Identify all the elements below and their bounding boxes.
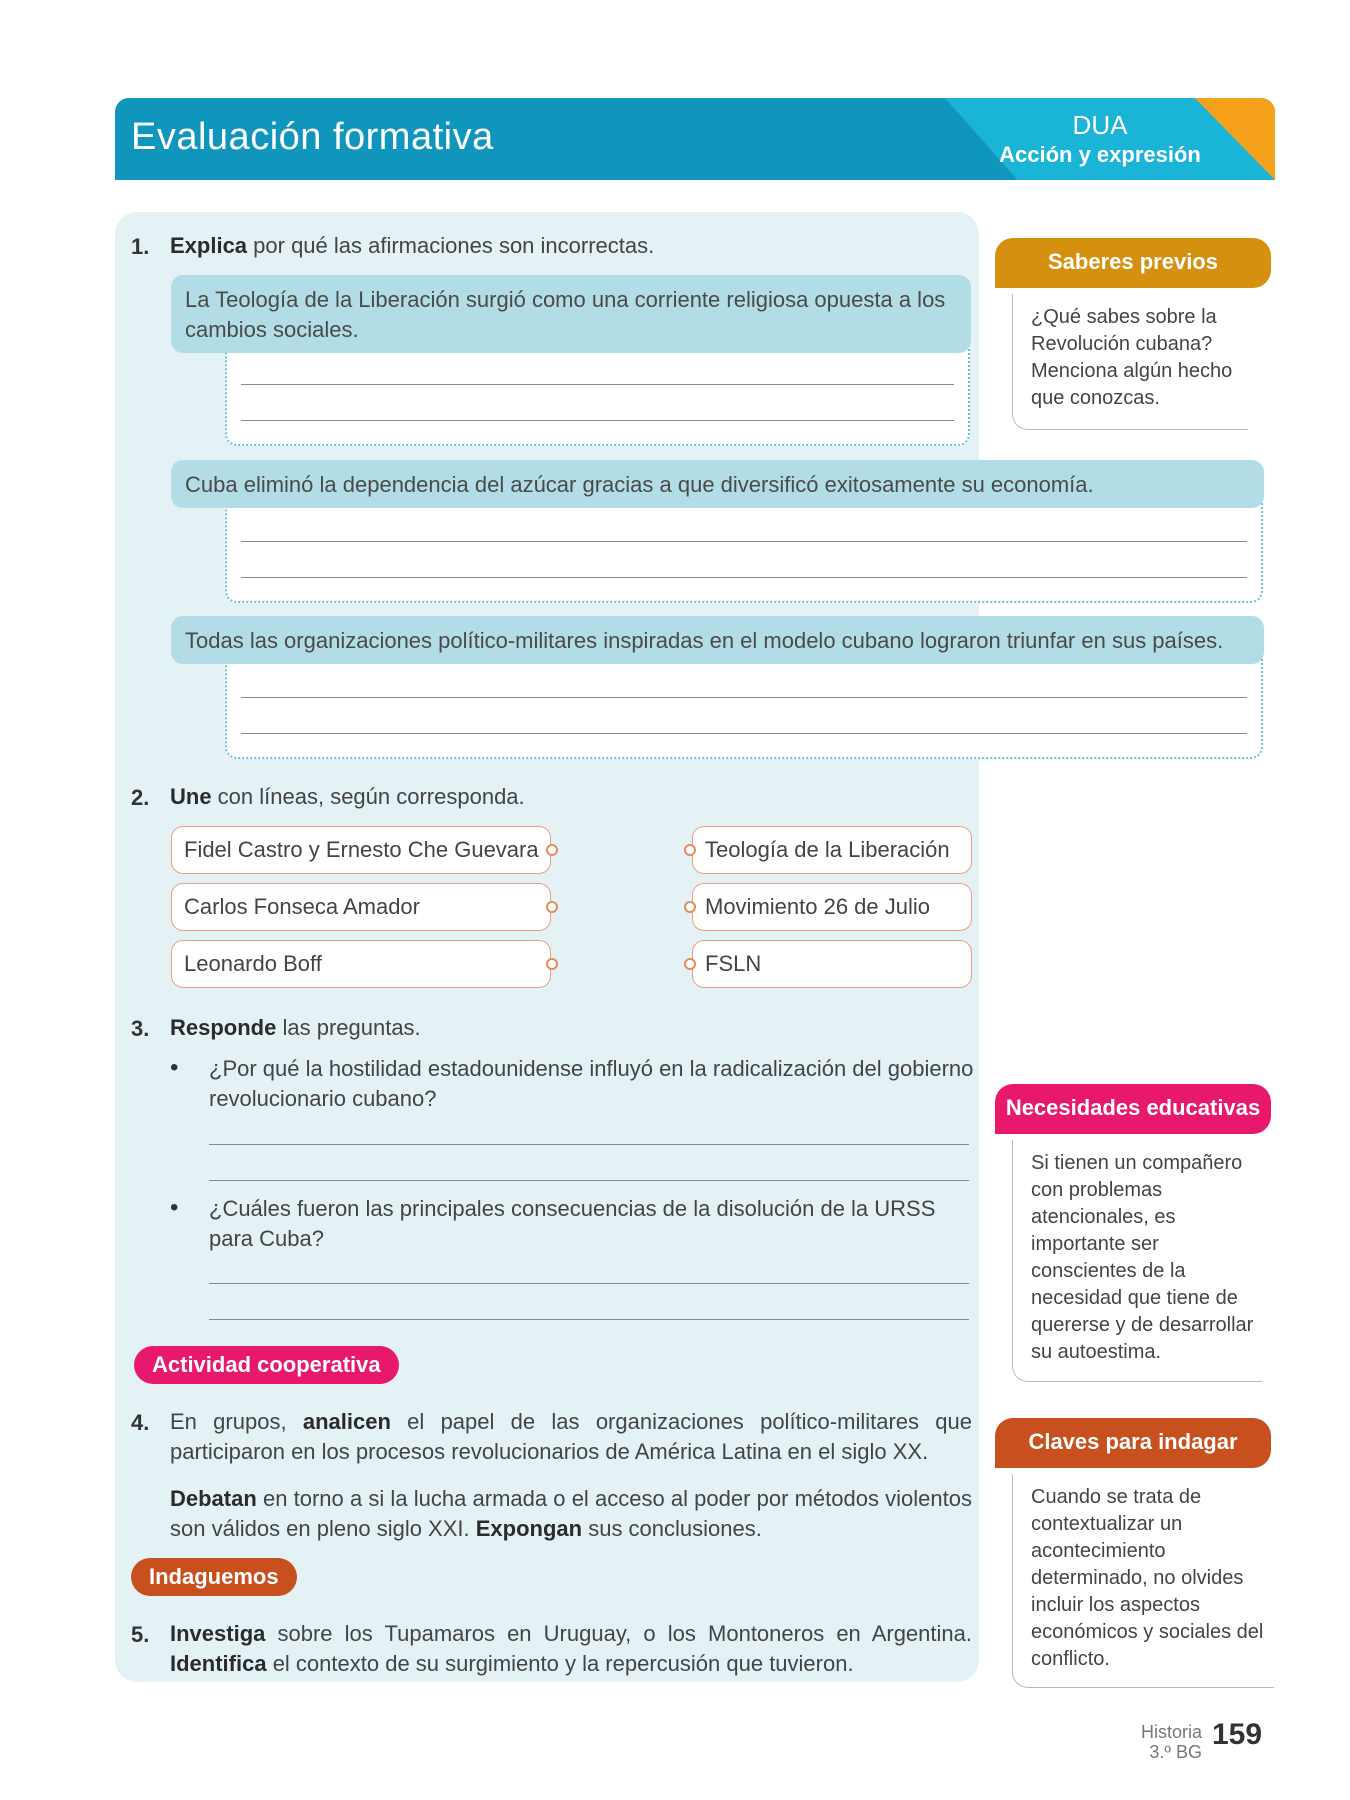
text-span: en torno a si la lucha armada o el acceso al poder por métodos violentos son válidos en pleno siglo XXI.: [170, 1486, 972, 1541]
connector-dot[interactable]: [684, 901, 696, 913]
connector-dot[interactable]: [684, 844, 696, 856]
question-4-verb-debatan: Debatan: [170, 1486, 257, 1511]
question-3-verb: Responde: [170, 1015, 277, 1040]
answer-line: [241, 541, 1247, 542]
answer-box-3[interactable]: [225, 651, 1263, 759]
statement-1: La Teología de la Liberación surgió como una corriente religiosa opuesta a los cambios sociales.: [171, 275, 971, 353]
match-left-item: Leonardo Boff: [171, 940, 551, 988]
answer-box-2[interactable]: [225, 495, 1263, 603]
answer-line: [241, 733, 1247, 734]
sidebar-saberes-previos-title: Saberes previos: [995, 238, 1271, 288]
question-3-number: 3.: [131, 1016, 150, 1041]
answer-line: [241, 697, 1247, 698]
connector-dot[interactable]: [684, 958, 696, 970]
connector-dot[interactable]: [546, 844, 558, 856]
answer-line[interactable]: [209, 1180, 969, 1181]
match-left-item: Fidel Castro y Ernesto Che Guevara: [171, 826, 551, 874]
text-span: En grupos,: [170, 1409, 303, 1434]
match-right-item: FSLN: [692, 940, 972, 988]
footer-grade: 3.º BG: [1149, 1742, 1202, 1762]
sidebar-claves-text: Cuando se trata de contextualizar un acontecimiento determinado, no olvides incluir los aspectos económicos y sociales del conflicto.: [1012, 1474, 1274, 1688]
connector-dot[interactable]: [546, 901, 558, 913]
question-1-number: 1.: [131, 234, 150, 259]
question-4-paragraph-1: [170, 1407, 972, 1467]
question-5-verb: Investiga: [170, 1621, 266, 1646]
question-2-number: 2.: [131, 785, 150, 810]
match-right-item: Teología de la Liberación: [692, 826, 972, 874]
statement-3: Todas las organizaciones político-militares inspiradas en el modelo cubano lograron triunfar en sus países.: [171, 616, 1264, 664]
footer-subject: Historia: [1140, 1722, 1202, 1742]
indaguemos-label: Indaguemos: [131, 1558, 297, 1596]
answer-line: [241, 420, 954, 421]
sidebar-necesidades-title: Necesidades educativas: [995, 1084, 1271, 1134]
question-2-rest: con líneas, según corresponda.: [211, 784, 525, 809]
question-5-prompt: [170, 1619, 972, 1679]
dua-title: DUA: [1072, 110, 1128, 140]
question-3a: ¿Por qué la hostilidad estadounidense influyó en la radicalización del gobierno revolucionario cubano?: [209, 1056, 974, 1111]
bullet: •: [170, 1054, 179, 1081]
question-4-verb: analicen: [302, 1409, 391, 1434]
question-2-verb: Une: [170, 784, 212, 809]
question-5-number: 5.: [131, 1622, 150, 1647]
question-3-rest: las preguntas.: [276, 1015, 421, 1040]
dua-subtitle: Acción y expresión: [999, 142, 1201, 167]
question-4-paragraph-2: [170, 1484, 972, 1544]
text-span: el papel de las organizaciones político-militares que participaron en los procesos revolucionarios de América Latina en el siglo XX.: [170, 1409, 972, 1464]
answer-line[interactable]: [209, 1319, 969, 1320]
sidebar-saberes-previos-text: ¿Qué sabes sobre la Revolución cubana? Menciona algún hecho que conozcas.: [1012, 294, 1248, 430]
cooperative-activity-label: Actividad cooperativa: [134, 1346, 399, 1384]
bullet: •: [170, 1194, 179, 1221]
text-span: sobre los Tupamaros en Uruguay, o los Montoneros en Argentina.: [265, 1621, 972, 1646]
connector-dot[interactable]: [546, 958, 558, 970]
page-number: 159: [1212, 1718, 1263, 1751]
answer-line[interactable]: [209, 1144, 969, 1145]
question-5-verb-identifica: Identifica: [170, 1651, 267, 1676]
match-left-item: Carlos Fonseca Amador: [171, 883, 551, 931]
question-2-prompt: [170, 782, 870, 812]
text-span: el contexto de su surgimiento y la repercusión que tuvieron.: [266, 1651, 854, 1676]
question-4-verb-expongan: Expongan: [475, 1516, 583, 1541]
answer-line[interactable]: [209, 1283, 969, 1284]
header-banner: [115, 98, 1275, 180]
page-title: Evaluación formativa: [131, 116, 494, 158]
text-span: sus conclusiones.: [582, 1516, 762, 1541]
question-3-prompt: [170, 1013, 870, 1043]
answer-line: [241, 577, 1247, 578]
match-right-item: Movimiento 26 de Julio: [692, 883, 972, 931]
answer-box-1[interactable]: [225, 340, 970, 446]
sidebar-claves-title: Claves para indagar: [995, 1418, 1271, 1468]
question-1-verb: Explica: [170, 233, 248, 258]
question-4-number: 4.: [131, 1410, 150, 1435]
question-3b: ¿Cuáles fueron las principales consecuencias de la disolución de la URSS para Cuba?: [209, 1196, 936, 1251]
question-1-rest: por qué las afirmaciones son incorrectas.: [247, 233, 655, 258]
answer-line: [241, 384, 954, 385]
sidebar-necesidades-text: Si tienen un compañero con problemas atencionales, es importante ser conscientes de la necesidad que tiene de quererse y de desarrollar su autoestima.: [1012, 1140, 1262, 1382]
statement-2: Cuba eliminó la dependencia del azúcar gracias a que diversificó exitosamente su economía.: [171, 460, 1264, 508]
question-1-prompt: [170, 231, 950, 261]
